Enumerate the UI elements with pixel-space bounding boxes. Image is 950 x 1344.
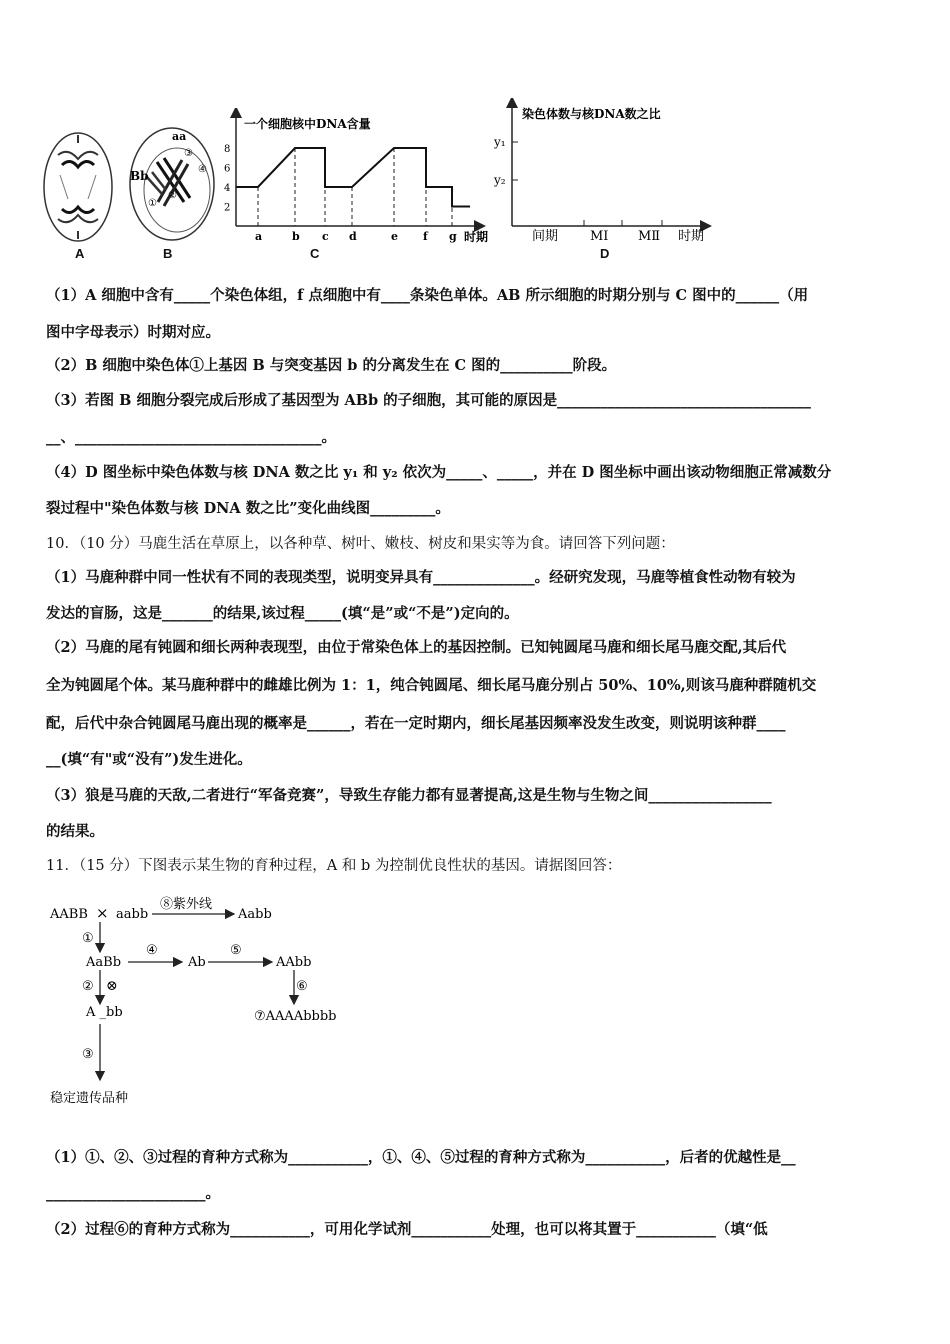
chart-c-y-tick: 2	[224, 202, 231, 214]
q10-line: （1）马鹿种群中同一性状有不同的表现类型，说明变异具有______________。经研究发现，马鹿等植食性动物有较为	[46, 569, 796, 586]
chart-d-y-tick: y₁	[494, 135, 506, 149]
q10-line: （3）狼是马鹿的天敌,二者进行“军备竞赛”，导致生存能力都有显著提高,这是生物与生物之间_________________	[46, 787, 772, 804]
doubled-genotype: AAbb	[276, 955, 312, 970]
chromosome-3-label: ③	[184, 148, 193, 159]
f2-genotype: A _bb	[86, 1005, 123, 1020]
q10-line: 发达的盲肠，这是_______的结果,该过程_____(填“是”或“不是”)定向的。	[46, 605, 519, 622]
step-6-label: ⑥	[296, 979, 308, 994]
f1-genotype: AaBb	[86, 955, 122, 970]
q9-line: （1）A 细胞中含有_____个染色体组，f 点细胞中有____条染色单体。AB 所示细胞的时期分别与 C 图中的______（用	[46, 287, 809, 304]
chart-d-x-tick: MⅠ	[590, 229, 609, 244]
parent-2: aabb	[116, 907, 149, 922]
figure-a-cell	[40, 125, 120, 265]
q10-line: （2）马鹿的尾有钝圆和细长两种表现型，由位于常染色体上的基因控制。已知钝圆尾马鹿和细长尾马鹿交配,其后代	[46, 639, 787, 656]
q9-line: 图中字母表示）时期对应。	[46, 324, 220, 341]
chart-d-ratio	[492, 98, 717, 246]
figure-d-label: D	[600, 246, 610, 261]
figure-b-genes-top: aa	[172, 130, 187, 143]
chart-c-dna-content	[222, 108, 497, 248]
chart-d-x-tick: 间期	[532, 229, 559, 244]
q9-line: （3）若图 B 细胞分裂完成后形成了基因型为 ABb 的子细胞，其可能的原因是___________________________________	[46, 392, 811, 409]
step-8-label: ⑧紫外线	[160, 897, 213, 912]
chromosome-2-label: ②	[168, 190, 177, 201]
mutant-genotype: Aabb	[238, 907, 272, 922]
q11-line: 11．（15 分）下图表示某生物的育种过程，A 和 b 为控制优良性状的基因。请据图回答：	[46, 858, 622, 874]
figure-c-label: C	[310, 246, 320, 261]
figure-b-cell	[122, 122, 217, 252]
chromosome-4-label: ④	[198, 164, 207, 175]
chart-c-x-tick: g	[449, 230, 457, 243]
step-2-label: ②	[82, 979, 94, 994]
q10-line: __(填“有"或“没有”)发生进化。	[46, 751, 252, 768]
chart-c-x-tick: b	[292, 230, 300, 243]
step-4-label: ④	[146, 943, 158, 958]
chromosome-1-label: ①	[148, 198, 157, 209]
parent-1: AABB	[50, 907, 88, 922]
figure-a-label: A	[75, 246, 85, 261]
step-5-label: ⑤	[230, 943, 242, 958]
q9-line: （2）B 细胞中染色体①上基因 B 与突变基因 b 的分离发生在 C 图的__________阶段。	[46, 357, 617, 374]
q10-line: 的结果。	[46, 823, 104, 840]
tetraploid-genotype: ⑦AAAAbbbb	[254, 1009, 337, 1024]
chart-c-y-tick: 6	[224, 163, 231, 175]
step-1-label: ①	[82, 931, 94, 946]
q11-line: （2）过程⑥的育种方式称为___________，可用化学试剂___________处理，也可以将其置于___________（填“低	[46, 1221, 768, 1238]
chart-d-y-tick: y₂	[494, 173, 506, 187]
chart-d-title: 染色体数与核DNA数之比	[522, 107, 661, 121]
chart-c-x-tick: c	[322, 230, 329, 243]
breeding-diagram	[48, 892, 358, 1112]
q9-line: （4）D 图坐标中染色体数与核 DNA 数之比 y₁ 和 y₂ 依次为_____、_____，并在 D 图坐标中画出该动物细胞正常减数分	[46, 464, 832, 481]
chart-c-x-tick: a	[255, 230, 263, 243]
selfing-symbol: ⊗	[106, 978, 118, 994]
chart-c-x-tick: d	[349, 230, 357, 243]
q9-line: 裂过程中"染色体数与核 DNA 数之比”变化曲线图_________。	[46, 500, 450, 517]
q10-line: 配，后代中杂合钝圆尾马鹿出现的概率是______，若在一定时期内，细长尾基因频率没发生改变，则说明该种群____	[46, 715, 786, 732]
chart-c-x-label: 时期	[464, 230, 489, 244]
stable-variety: 稳定遗传品种	[50, 1091, 129, 1106]
q10-line: 全为钝圆尾个体。某马鹿种群中的雌雄比例为 1：1，纯合钝圆尾、细长尾马鹿分别占 50%、10%,则该马鹿种群随机交	[46, 677, 817, 694]
q9-line: __、__________________________________。	[46, 429, 336, 446]
q10-line: 10．（10 分）马鹿生活在草原上，以各种草、树叶、嫩枝、树皮和果实等为食。请回答下列问题：	[46, 536, 675, 552]
q11-line: （1）①、②、③过程的育种方式称为___________，①、④、⑤过程的育种方式称为___________，后者的优越性是__	[46, 1149, 796, 1166]
chart-c-y-tick: 4	[224, 183, 231, 194]
chart-c-x-tick: f	[423, 230, 428, 243]
chart-c-title: 一个细胞核中DNA含量	[244, 117, 371, 131]
step-3-label: ③	[82, 1047, 94, 1062]
chart-c-series-line	[236, 148, 470, 207]
q11-line: ______________________。	[46, 1185, 220, 1202]
chart-d-x-tick: MⅡ	[638, 229, 661, 244]
haploid-genotype: Ab	[188, 955, 206, 970]
cross-symbol: ×	[96, 904, 109, 922]
chart-c-y-tick: 8	[224, 144, 231, 155]
chart-d-x-label: 时期	[678, 229, 705, 244]
figure-b-genes: Bb	[130, 169, 149, 183]
figure-b-label: B	[163, 246, 173, 261]
chart-c-x-tick: e	[391, 230, 398, 243]
